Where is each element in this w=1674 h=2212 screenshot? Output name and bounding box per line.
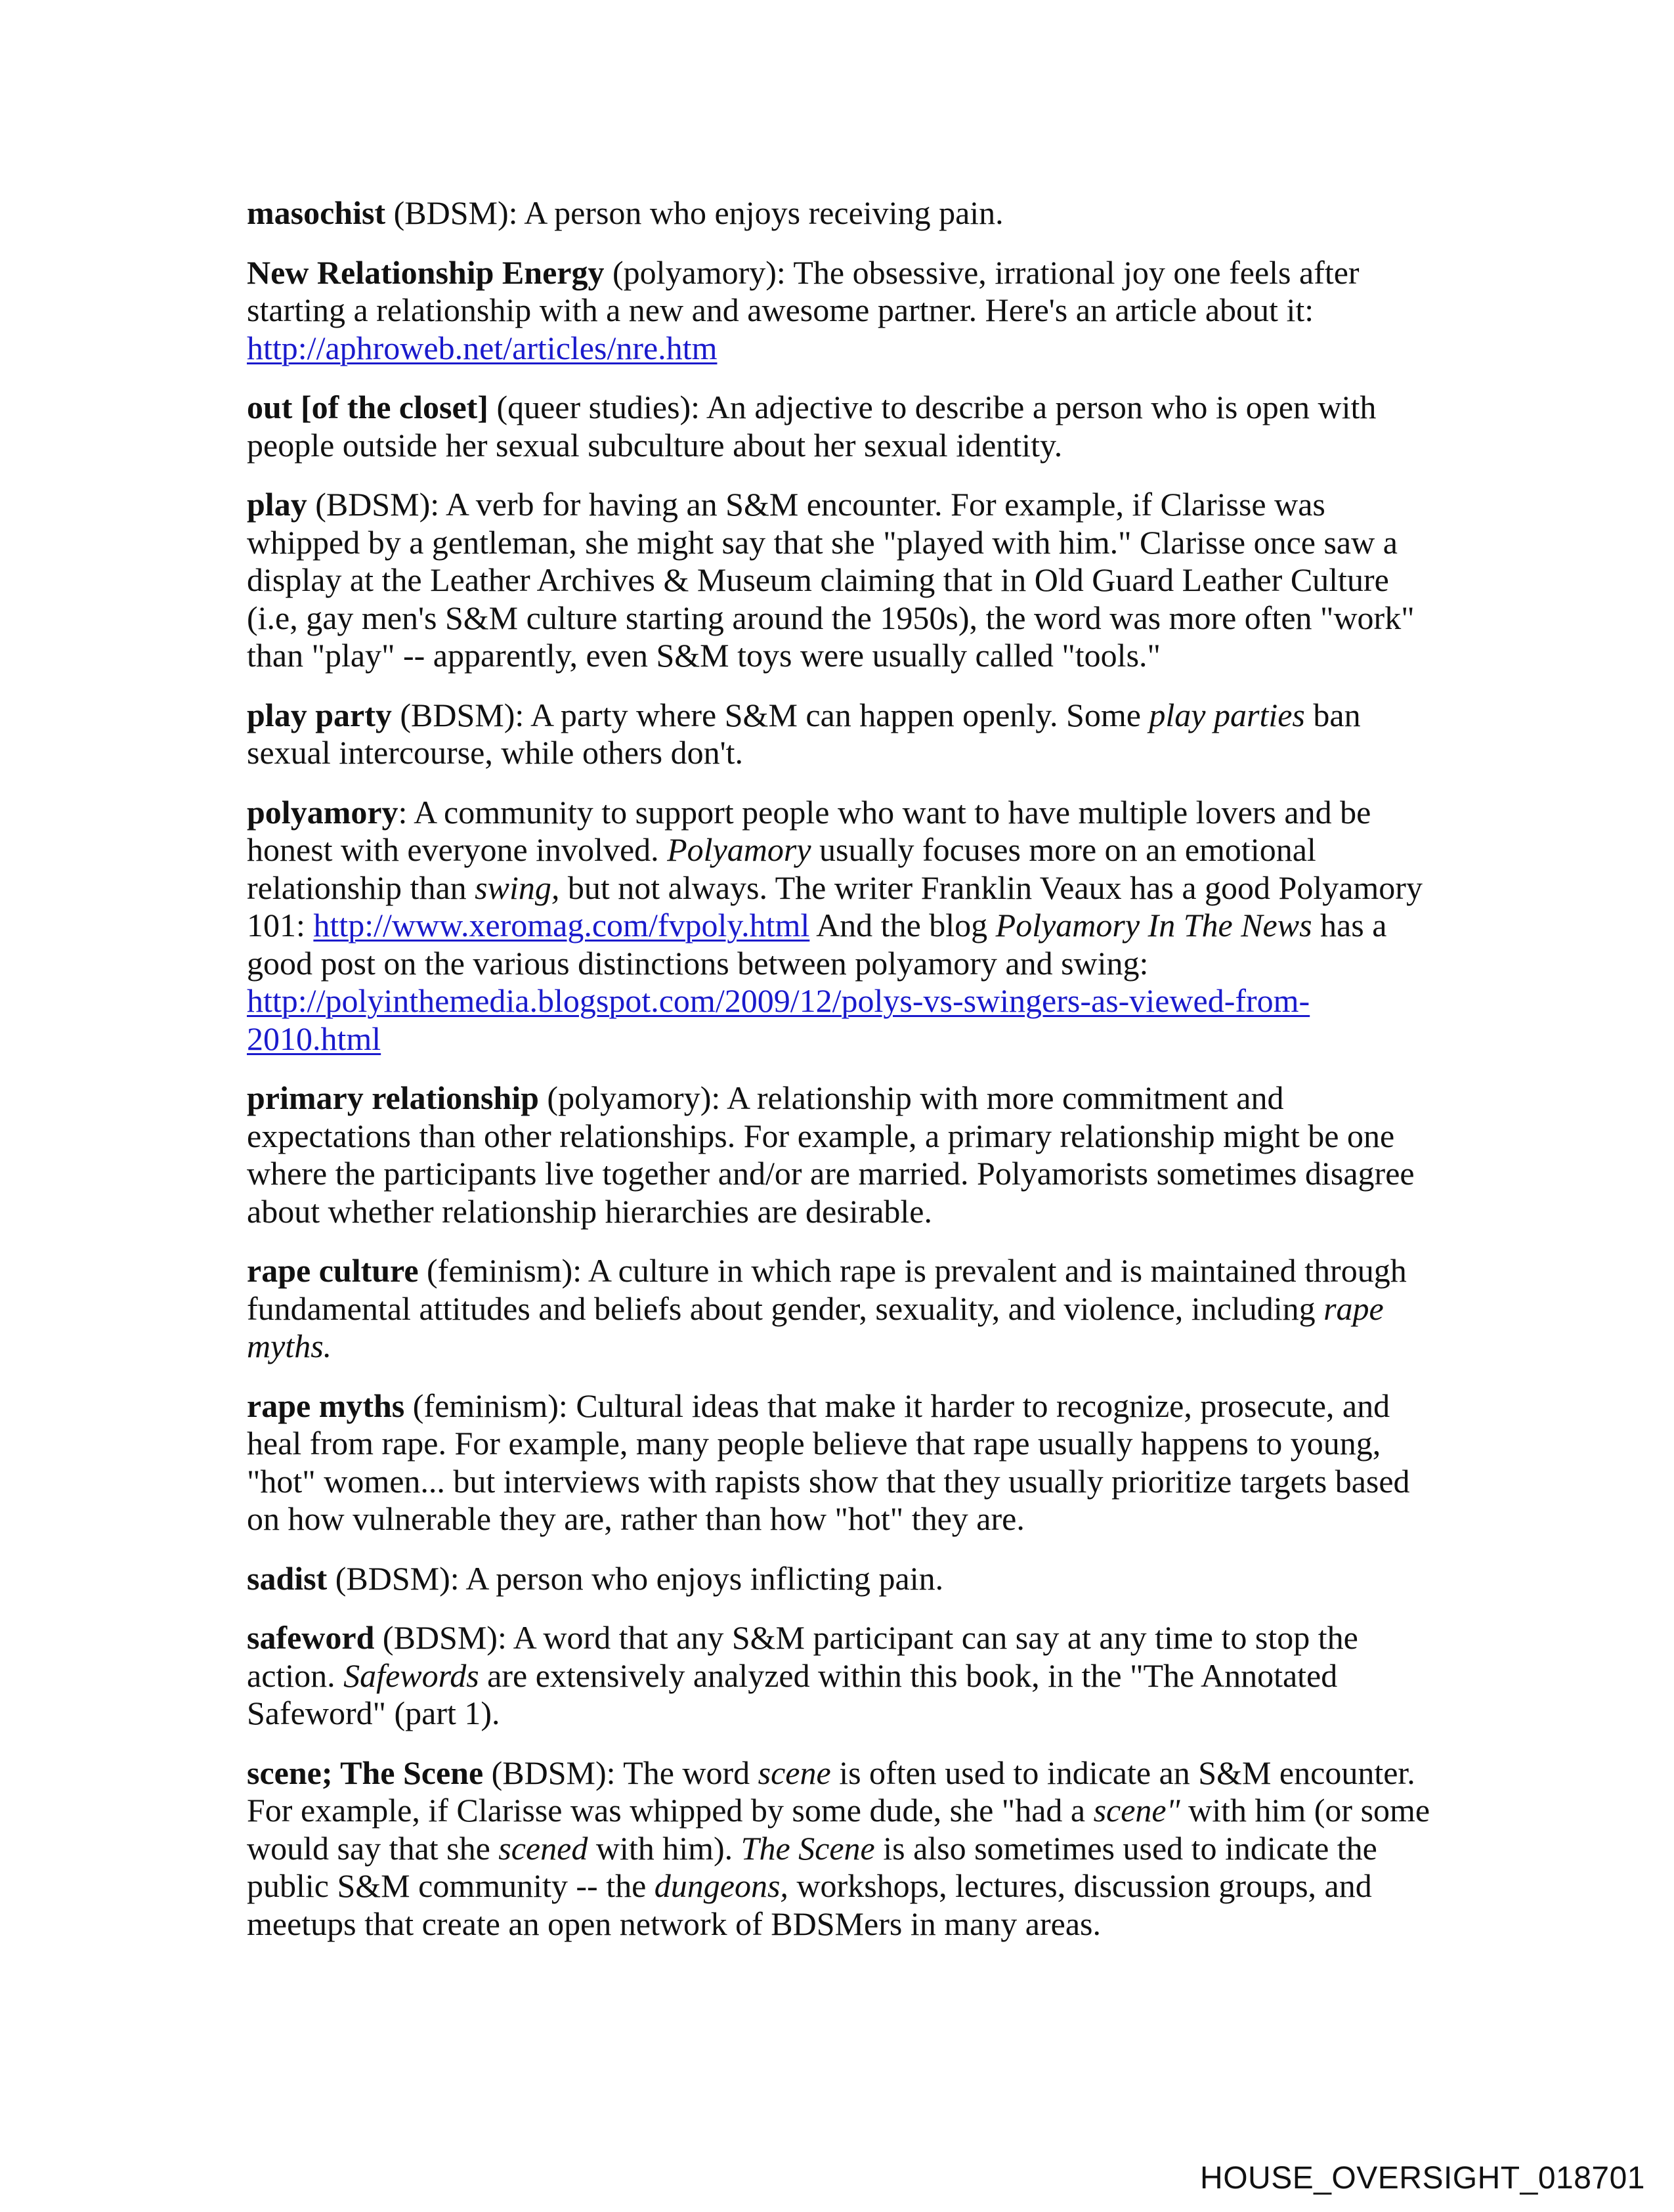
- glossary-entry: [247, 254, 1436, 368]
- glossary-entry: [247, 697, 1436, 772]
- definition-text: with him).: [588, 1829, 741, 1867]
- glossary-entry: [247, 486, 1436, 675]
- definition-text: but not always. The writer Franklin Veaux has a good Polyamory 101:: [247, 869, 1423, 943]
- italic-text: Polyamory: [667, 831, 811, 868]
- italic-text: rape myths.: [247, 1290, 1384, 1364]
- definition-text: with him (or some would say that she: [247, 1792, 1430, 1867]
- definition-text: (feminism): Cultural ideas that make it harder to recognize, prosecute, and heal from rape. For example, many people believe that rape usually happens to young, "hot" women... but interviews with rapists show that they usually prioritize targets based on how vulnerable they are, rather than how "hot" they are.: [247, 1387, 1410, 1537]
- definition-text: ban sexual intercourse, while others don't.: [247, 696, 1361, 771]
- definition-text: (polyamory): A relationship with more commitment and expectations than other relationships. For example, a primary relationship might be one where the participants live together and/or are married. Polyamorists sometimes disagree about whether relationship hierarchies are desirable.: [247, 1079, 1415, 1230]
- glossary-entry: [247, 794, 1436, 1058]
- glossary-term: rape culture: [247, 1252, 419, 1289]
- glossary-term: rape myths: [247, 1387, 405, 1424]
- glossary-entry: [247, 1754, 1436, 1943]
- definition-text: (BDSM): A party where S&M can happen openly. Some: [391, 696, 1149, 733]
- glossary-term: out [of the closet]: [247, 389, 488, 425]
- italic-text: scened: [498, 1829, 588, 1867]
- bates-stamp: HOUSE_OVERSIGHT_018701: [1200, 2161, 1645, 2196]
- definition-text: (BDSM): A person who enjoys inflicting pain.: [327, 1559, 944, 1597]
- italic-text: Polyamory In The News: [995, 907, 1312, 943]
- definition-text: (BDSM): A verb for having an S&M encounter. For example, if Clarisse was whipped by a gentleman, she might say that she "played with him." Clarisse once saw a display at the Leather Archives & Museum claiming that in Old Guard Leather Culture (i.e, gay men's S&M culture starting around the 1950s), the word was more often "work" than "play" -- apparently, even S&M toys were usually called "tools.": [247, 486, 1415, 674]
- italic-text: scene: [758, 1754, 831, 1791]
- definition-text: is also sometimes used to indicate the public S&M community -- the: [247, 1829, 1377, 1904]
- definition-text: (queer studies): An adjective to describe a person who is open with people outside her sexual subculture about her sexual identity.: [247, 389, 1377, 464]
- italic-text: scene": [1093, 1792, 1180, 1829]
- definition-text: : A community to support people who want to have multiple lovers and be honest with everyone involved.: [247, 793, 1371, 868]
- definition-text: And the blog: [809, 907, 996, 943]
- glossary-term: sadist: [247, 1559, 328, 1597]
- glossary-content: [247, 194, 1436, 1964]
- definition-text: workshops, lectures, discussion groups, and meetups that create an open network of BDSMers in many areas.: [247, 1867, 1372, 1942]
- italic-text: dungeons,: [654, 1867, 788, 1904]
- glossary-term: polyamory: [247, 793, 398, 831]
- glossary-entry: [247, 1252, 1436, 1366]
- definition-text: is often used to indicate an S&M encounter. For example, if Clarisse was whipped by some dude, she "had a: [247, 1754, 1415, 1829]
- url-link[interactable]: http://www.xeromag.com/fvpoly.html: [313, 907, 810, 943]
- definition-text: usually focuses more on an emotional relationship than: [247, 831, 1316, 906]
- glossary-entry: [247, 1560, 1436, 1598]
- italic-text: swing,: [475, 869, 560, 906]
- glossary-entry: [247, 1387, 1436, 1538]
- glossary-term: play party: [247, 696, 392, 733]
- glossary-term: New Relationship Energy: [247, 253, 605, 291]
- italic-text: Safewords: [343, 1657, 479, 1694]
- definition-text: (polyamory): The obsessive, irrational joy one feels after starting a relationship with a new and awesome partner. Here's an article about it:: [247, 253, 1360, 328]
- glossary-entry: [247, 389, 1436, 464]
- glossary-term: safeword: [247, 1619, 375, 1656]
- url-link[interactable]: http://aphroweb.net/articles/nre.htm: [247, 329, 718, 366]
- definition-text: (feminism): A culture in which rape is prevalent and is maintained through fundamental attitudes and beliefs about gender, sexuality, and violence, including: [247, 1252, 1407, 1327]
- italic-text: play parties: [1149, 696, 1305, 733]
- italic-text: The Scene: [740, 1829, 875, 1867]
- glossary-entry: [247, 1619, 1436, 1733]
- glossary-entry: [247, 1079, 1436, 1230]
- glossary-term: masochist: [247, 194, 386, 231]
- glossary-term: primary relationship: [247, 1079, 539, 1116]
- definition-text: (BDSM): A person who enjoys receiving pain.: [385, 194, 1004, 231]
- glossary-term: scene; The Scene: [247, 1754, 484, 1791]
- url-link[interactable]: http://polyinthemedia.blogspot.com/2009/12/polys-vs-swingers-as-viewed-from-2010.html: [247, 982, 1310, 1057]
- definition-text: has a good post on the various distinctions between polyamory and swing:: [247, 907, 1387, 982]
- glossary-term: play: [247, 486, 307, 523]
- definition-text: (BDSM): The word: [483, 1754, 758, 1791]
- glossary-entry: [247, 194, 1436, 232]
- definition-text: are extensively analyzed within this book, in the "The Annotated Safeword" (part 1).: [247, 1657, 1338, 1731]
- definition-text: (BDSM): A word that any S&M participant can say at any time to stop the action.: [247, 1619, 1358, 1694]
